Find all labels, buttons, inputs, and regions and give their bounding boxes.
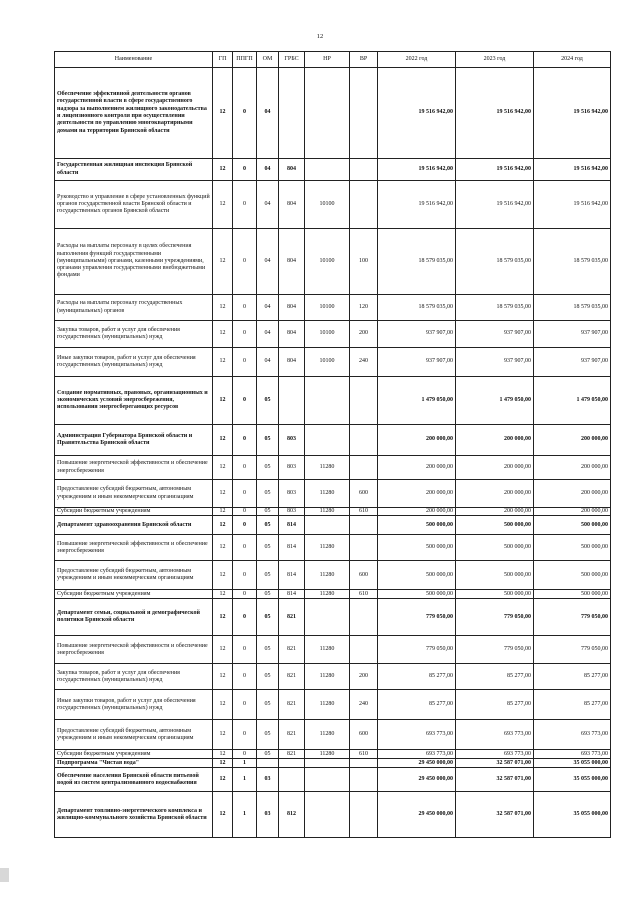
row-name: Закупка товаров, работ и услуг для обеспечения государственных (муниципальных) нужд	[55, 321, 213, 348]
table-row	[55, 768, 611, 792]
cell-2024: 19 516 942,00	[534, 68, 611, 159]
cell-2024: 19 516 942,00	[534, 181, 611, 229]
cell-2022: 29 450 000,00	[378, 768, 456, 792]
budget-table	[54, 51, 611, 838]
row-name: Повышение энергетической эффективности и обеспечение энергосбережения	[55, 456, 213, 480]
cell-vr	[350, 636, 378, 664]
cell-gp: 12	[213, 229, 233, 295]
row-name: Предоставление субсидий бюджетным, автономным учреждениям и иным некоммерческим организациям	[55, 720, 213, 750]
cell-om: 05	[257, 535, 279, 561]
cell-gp: 12	[213, 377, 233, 425]
cell-nr	[305, 759, 350, 768]
cell-om: 05	[257, 425, 279, 456]
cell-gp: 12	[213, 590, 233, 599]
table-row	[55, 599, 611, 636]
cell-ppgp: 0	[233, 535, 257, 561]
cell-2024: 937 907,00	[534, 321, 611, 348]
cell-2024: 500 000,00	[534, 590, 611, 599]
cell-vr	[350, 516, 378, 535]
cell-2024: 500 000,00	[534, 561, 611, 590]
cell-2023: 1 479 050,00	[456, 377, 534, 425]
cell-vr	[350, 68, 378, 159]
cell-2023: 32 587 071,00	[456, 759, 534, 768]
table-row	[55, 750, 611, 759]
cell-grbs: 821	[279, 599, 305, 636]
cell-2022: 29 450 000,00	[378, 792, 456, 838]
cell-nr: 11280	[305, 480, 350, 508]
row-name: Закупка товаров, работ и услуг для обеспечения государственных (муниципальных) нужд	[55, 664, 213, 690]
header-name: Наименование	[55, 52, 213, 68]
cell-2024: 35 055 000,00	[534, 792, 611, 838]
table-row	[55, 792, 611, 838]
cell-ppgp: 0	[233, 720, 257, 750]
cell-2022: 500 000,00	[378, 561, 456, 590]
cell-om: 04	[257, 295, 279, 321]
cell-ppgp: 0	[233, 159, 257, 181]
cell-2023: 85 277,00	[456, 664, 534, 690]
header-2022: 2022 год	[378, 52, 456, 68]
cell-gp: 12	[213, 690, 233, 720]
cell-grbs	[279, 377, 305, 425]
cell-2022: 779 050,00	[378, 599, 456, 636]
cell-gp: 12	[213, 68, 233, 159]
cell-vr	[350, 456, 378, 480]
table-header-row	[55, 52, 611, 68]
cell-2024: 500 000,00	[534, 535, 611, 561]
cell-2023: 200 000,00	[456, 508, 534, 516]
cell-2024: 18 579 035,00	[534, 295, 611, 321]
cell-om: 04	[257, 321, 279, 348]
table-row	[55, 636, 611, 664]
cell-vr: 600	[350, 480, 378, 508]
table-row	[55, 516, 611, 535]
cell-2022: 500 000,00	[378, 590, 456, 599]
cell-2024: 693 773,00	[534, 750, 611, 759]
cell-vr	[350, 768, 378, 792]
row-name: Администрация Губернатора Брянской области и Правительства Брянской области	[55, 425, 213, 456]
cell-2023: 937 907,00	[456, 348, 534, 377]
table-row	[55, 456, 611, 480]
table-body	[55, 68, 611, 838]
row-name: Расходы на выплаты персоналу государственных (муниципальных) органов	[55, 295, 213, 321]
cell-vr	[350, 535, 378, 561]
table-row	[55, 229, 611, 295]
cell-nr: 11280	[305, 750, 350, 759]
cell-ppgp: 0	[233, 664, 257, 690]
header-2024: 2024 год	[534, 52, 611, 68]
cell-vr	[350, 425, 378, 456]
cell-2023: 500 000,00	[456, 561, 534, 590]
table-row	[55, 664, 611, 690]
cell-vr: 600	[350, 561, 378, 590]
cell-2023: 693 773,00	[456, 720, 534, 750]
cell-2023: 18 579 035,00	[456, 229, 534, 295]
row-name: Расходы на выплаты персоналу в целях обеспечения выполнения функций государственными (муниципальными) органами, казенными учреждениями, органами управления государственными внебюджетными фондами	[55, 229, 213, 295]
cell-2023: 500 000,00	[456, 535, 534, 561]
cell-vr	[350, 599, 378, 636]
cell-2024: 500 000,00	[534, 516, 611, 535]
cell-gp: 12	[213, 508, 233, 516]
cell-om: 05	[257, 720, 279, 750]
row-name: Департамент топливно-энергетического комплекса и жилищно-коммунального хозяйства Брянской области	[55, 792, 213, 838]
cell-vr: 610	[350, 590, 378, 599]
cell-ppgp: 0	[233, 480, 257, 508]
table-row	[55, 181, 611, 229]
cell-2022: 19 516 942,00	[378, 159, 456, 181]
cell-2024: 85 277,00	[534, 690, 611, 720]
cell-ppgp: 0	[233, 425, 257, 456]
cell-2023: 19 516 942,00	[456, 181, 534, 229]
header-2023: 2023 год	[456, 52, 534, 68]
cell-2024: 200 000,00	[534, 425, 611, 456]
cell-om: 04	[257, 348, 279, 377]
table-row	[55, 720, 611, 750]
cell-2022: 200 000,00	[378, 480, 456, 508]
cell-grbs	[279, 759, 305, 768]
cell-nr	[305, 768, 350, 792]
row-name: Государственная жилищная инспекция Брянской области	[55, 159, 213, 181]
cell-2024: 18 579 035,00	[534, 229, 611, 295]
cell-gp: 12	[213, 181, 233, 229]
cell-om: 05	[257, 480, 279, 508]
row-name: Субсидии бюджетным учреждениям	[55, 750, 213, 759]
cell-2022: 29 450 000,00	[378, 759, 456, 768]
row-name: Подпрограмма "Чистая вода"	[55, 759, 213, 768]
cell-gp: 12	[213, 480, 233, 508]
cell-nr: 11280	[305, 535, 350, 561]
cell-gp: 12	[213, 792, 233, 838]
cell-ppgp: 1	[233, 768, 257, 792]
cell-nr	[305, 377, 350, 425]
cell-ppgp: 0	[233, 377, 257, 425]
row-name: Департамент семьи, социальной и демографической политики Брянской области	[55, 599, 213, 636]
cell-nr: 11280	[305, 664, 350, 690]
table-row	[55, 348, 611, 377]
cell-gp: 12	[213, 759, 233, 768]
cell-om: 05	[257, 516, 279, 535]
cell-gp: 12	[213, 664, 233, 690]
cell-ppgp: 0	[233, 516, 257, 535]
cell-vr	[350, 159, 378, 181]
cell-om: 04	[257, 181, 279, 229]
cell-2022: 1 479 050,00	[378, 377, 456, 425]
cell-2022: 779 050,00	[378, 636, 456, 664]
row-name: Иные закупки товаров, работ и услуг для обеспечения государственных (муниципальных) нужд	[55, 690, 213, 720]
cell-vr: 240	[350, 690, 378, 720]
cell-ppgp: 0	[233, 68, 257, 159]
cell-ppgp: 0	[233, 590, 257, 599]
cell-ppgp: 0	[233, 508, 257, 516]
cell-2024: 200 000,00	[534, 456, 611, 480]
cell-gp: 12	[213, 535, 233, 561]
cell-2022: 85 277,00	[378, 690, 456, 720]
cell-nr: 10100	[305, 181, 350, 229]
cell-gp: 12	[213, 720, 233, 750]
table-row	[55, 508, 611, 516]
cell-grbs: 803	[279, 425, 305, 456]
table-row	[55, 759, 611, 768]
cell-ppgp: 0	[233, 750, 257, 759]
cell-vr	[350, 792, 378, 838]
cell-grbs: 803	[279, 480, 305, 508]
cell-gp: 12	[213, 295, 233, 321]
cell-vr: 600	[350, 720, 378, 750]
cell-nr: 11280	[305, 508, 350, 516]
cell-om: 03	[257, 768, 279, 792]
cell-2023: 693 773,00	[456, 750, 534, 759]
table-row	[55, 159, 611, 181]
cell-nr	[305, 516, 350, 535]
cell-grbs: 803	[279, 508, 305, 516]
cell-grbs: 803	[279, 456, 305, 480]
cell-2022: 18 579 035,00	[378, 229, 456, 295]
cell-om: 05	[257, 508, 279, 516]
cell-om: 05	[257, 599, 279, 636]
header-gp: ГП	[213, 52, 233, 68]
table-row	[55, 321, 611, 348]
cell-nr: 11280	[305, 690, 350, 720]
cell-2024: 1 479 050,00	[534, 377, 611, 425]
cell-ppgp: 0	[233, 321, 257, 348]
row-name: Создание нормативных, правовых, организационных и экономических условий энергосбережения, использования энергосберегающих ресурсов	[55, 377, 213, 425]
cell-nr: 11280	[305, 590, 350, 599]
cell-gp: 12	[213, 159, 233, 181]
cell-2024: 779 050,00	[534, 599, 611, 636]
cell-gp: 12	[213, 599, 233, 636]
header-ppgp: ППГП	[233, 52, 257, 68]
cell-grbs	[279, 68, 305, 159]
table-row	[55, 295, 611, 321]
cell-om: 05	[257, 377, 279, 425]
cell-om: 04	[257, 68, 279, 159]
cell-nr: 10100	[305, 229, 350, 295]
cell-gp: 12	[213, 456, 233, 480]
cell-grbs: 804	[279, 295, 305, 321]
cell-2023: 32 587 071,00	[456, 768, 534, 792]
header-grbs: ГРБС	[279, 52, 305, 68]
cell-gp: 12	[213, 561, 233, 590]
table-row	[55, 690, 611, 720]
cell-2024: 19 516 942,00	[534, 159, 611, 181]
cell-ppgp: 0	[233, 456, 257, 480]
cell-om: 05	[257, 664, 279, 690]
cell-nr	[305, 68, 350, 159]
table-row	[55, 377, 611, 425]
cell-grbs: 814	[279, 535, 305, 561]
cell-om: 05	[257, 590, 279, 599]
cell-ppgp: 0	[233, 295, 257, 321]
cell-nr: 11280	[305, 456, 350, 480]
cell-om: 05	[257, 636, 279, 664]
cell-2023: 85 277,00	[456, 690, 534, 720]
cell-grbs: 821	[279, 750, 305, 759]
cell-2023: 779 050,00	[456, 636, 534, 664]
cell-vr: 610	[350, 508, 378, 516]
cell-2022: 200 000,00	[378, 456, 456, 480]
row-name: Департамент здравоохранения Брянской области	[55, 516, 213, 535]
cell-vr: 200	[350, 321, 378, 348]
cell-2023: 500 000,00	[456, 516, 534, 535]
cell-grbs: 821	[279, 664, 305, 690]
cell-grbs: 804	[279, 159, 305, 181]
cell-om: 04	[257, 229, 279, 295]
cell-2022: 500 000,00	[378, 535, 456, 561]
cell-vr: 610	[350, 750, 378, 759]
cell-ppgp: 0	[233, 561, 257, 590]
cell-ppgp: 0	[233, 348, 257, 377]
row-name: Предоставление субсидий бюджетным, автономным учреждениям и иным некоммерческим организациям	[55, 480, 213, 508]
cell-vr: 240	[350, 348, 378, 377]
cell-om: 03	[257, 792, 279, 838]
cell-gp: 12	[213, 750, 233, 759]
cell-2023: 200 000,00	[456, 480, 534, 508]
cell-gp: 12	[213, 348, 233, 377]
cell-2023: 200 000,00	[456, 456, 534, 480]
cell-om	[257, 759, 279, 768]
cell-2022: 18 579 035,00	[378, 295, 456, 321]
cell-grbs: 821	[279, 690, 305, 720]
cell-2023: 937 907,00	[456, 321, 534, 348]
cell-gp: 12	[213, 516, 233, 535]
cell-2022: 937 907,00	[378, 348, 456, 377]
row-name: Субсидии бюджетным учреждениям	[55, 508, 213, 516]
cell-grbs: 804	[279, 181, 305, 229]
cell-ppgp: 1	[233, 792, 257, 838]
cell-2022: 937 907,00	[378, 321, 456, 348]
cell-om: 05	[257, 456, 279, 480]
cell-2023: 200 000,00	[456, 425, 534, 456]
cell-ppgp: 0	[233, 599, 257, 636]
cell-2024: 35 055 000,00	[534, 759, 611, 768]
row-name: Предоставление субсидий бюджетным, автономным учреждениям и иным некоммерческим организациям	[55, 561, 213, 590]
cell-grbs: 814	[279, 516, 305, 535]
cell-2023: 19 516 942,00	[456, 68, 534, 159]
cell-vr	[350, 181, 378, 229]
cell-nr	[305, 599, 350, 636]
table-row	[55, 590, 611, 599]
cell-nr: 10100	[305, 348, 350, 377]
cell-gp: 12	[213, 425, 233, 456]
cell-om: 04	[257, 159, 279, 181]
cell-ppgp: 0	[233, 181, 257, 229]
cell-nr: 10100	[305, 321, 350, 348]
scan-edge-mark	[0, 868, 9, 882]
header-vr: ВР	[350, 52, 378, 68]
cell-vr: 120	[350, 295, 378, 321]
cell-nr: 11280	[305, 720, 350, 750]
table-row	[55, 425, 611, 456]
cell-vr	[350, 377, 378, 425]
cell-2023: 32 587 071,00	[456, 792, 534, 838]
table-row	[55, 561, 611, 590]
cell-grbs: 821	[279, 720, 305, 750]
cell-2022: 19 516 942,00	[378, 181, 456, 229]
cell-grbs: 814	[279, 561, 305, 590]
cell-nr: 11280	[305, 636, 350, 664]
cell-grbs: 821	[279, 636, 305, 664]
cell-gp: 12	[213, 636, 233, 664]
row-name: Руководство и управление в сфере установленных функций органов государственной власти Брянской области и государственных органов Брянской области	[55, 181, 213, 229]
row-name: Иные закупки товаров, работ и услуг для обеспечения государственных (муниципальных) нужд	[55, 348, 213, 377]
page-number: 12	[316, 33, 324, 40]
table-row	[55, 480, 611, 508]
cell-nr	[305, 425, 350, 456]
cell-om: 05	[257, 690, 279, 720]
row-name: Повышение энергетической эффективности и обеспечение энергосбережения	[55, 636, 213, 664]
table-row	[55, 535, 611, 561]
cell-2023: 18 579 035,00	[456, 295, 534, 321]
cell-vr: 100	[350, 229, 378, 295]
cell-grbs: 804	[279, 229, 305, 295]
cell-gp: 12	[213, 768, 233, 792]
cell-2023: 500 000,00	[456, 590, 534, 599]
cell-2022: 200 000,00	[378, 508, 456, 516]
cell-2022: 85 277,00	[378, 664, 456, 690]
cell-grbs: 804	[279, 348, 305, 377]
cell-2022: 693 773,00	[378, 750, 456, 759]
cell-2024: 85 277,00	[534, 664, 611, 690]
cell-2022: 500 000,00	[378, 516, 456, 535]
table-row	[55, 68, 611, 159]
row-name: Субсидии бюджетным учреждениям	[55, 590, 213, 599]
cell-2024: 937 907,00	[534, 348, 611, 377]
cell-nr	[305, 159, 350, 181]
cell-2024: 35 055 000,00	[534, 768, 611, 792]
cell-2022: 19 516 942,00	[378, 68, 456, 159]
cell-2022: 200 000,00	[378, 425, 456, 456]
cell-2024: 200 000,00	[534, 508, 611, 516]
cell-grbs	[279, 768, 305, 792]
cell-2023: 779 050,00	[456, 599, 534, 636]
cell-om: 05	[257, 561, 279, 590]
cell-grbs: 814	[279, 590, 305, 599]
cell-gp: 12	[213, 321, 233, 348]
cell-grbs: 804	[279, 321, 305, 348]
header-om: ОМ	[257, 52, 279, 68]
row-name: Повышение энергетической эффективности и обеспечение энергосбережения	[55, 535, 213, 561]
cell-2023: 19 516 942,00	[456, 159, 534, 181]
cell-2024: 200 000,00	[534, 480, 611, 508]
row-name: Обеспечение населения Брянской области питьевой водой из систем централизованного водоснабжения	[55, 768, 213, 792]
cell-vr: 200	[350, 664, 378, 690]
cell-ppgp: 0	[233, 690, 257, 720]
cell-2022: 693 773,00	[378, 720, 456, 750]
cell-2024: 779 050,00	[534, 636, 611, 664]
cell-nr: 11280	[305, 561, 350, 590]
cell-2024: 693 773,00	[534, 720, 611, 750]
cell-vr	[350, 759, 378, 768]
cell-nr: 10100	[305, 295, 350, 321]
header-nr: НР	[305, 52, 350, 68]
row-name: Обеспечение эффективной деятельности органов государственной власти в сфере государственного надзора за выполнением жилищного законодательства и лицензионного контроля при осуществлении деятельности по управлению многоквартирными домами на территории Брянской области	[55, 68, 213, 159]
cell-ppgp: 1	[233, 759, 257, 768]
cell-nr	[305, 792, 350, 838]
cell-ppgp: 0	[233, 636, 257, 664]
cell-grbs: 812	[279, 792, 305, 838]
cell-om: 05	[257, 750, 279, 759]
cell-ppgp: 0	[233, 229, 257, 295]
